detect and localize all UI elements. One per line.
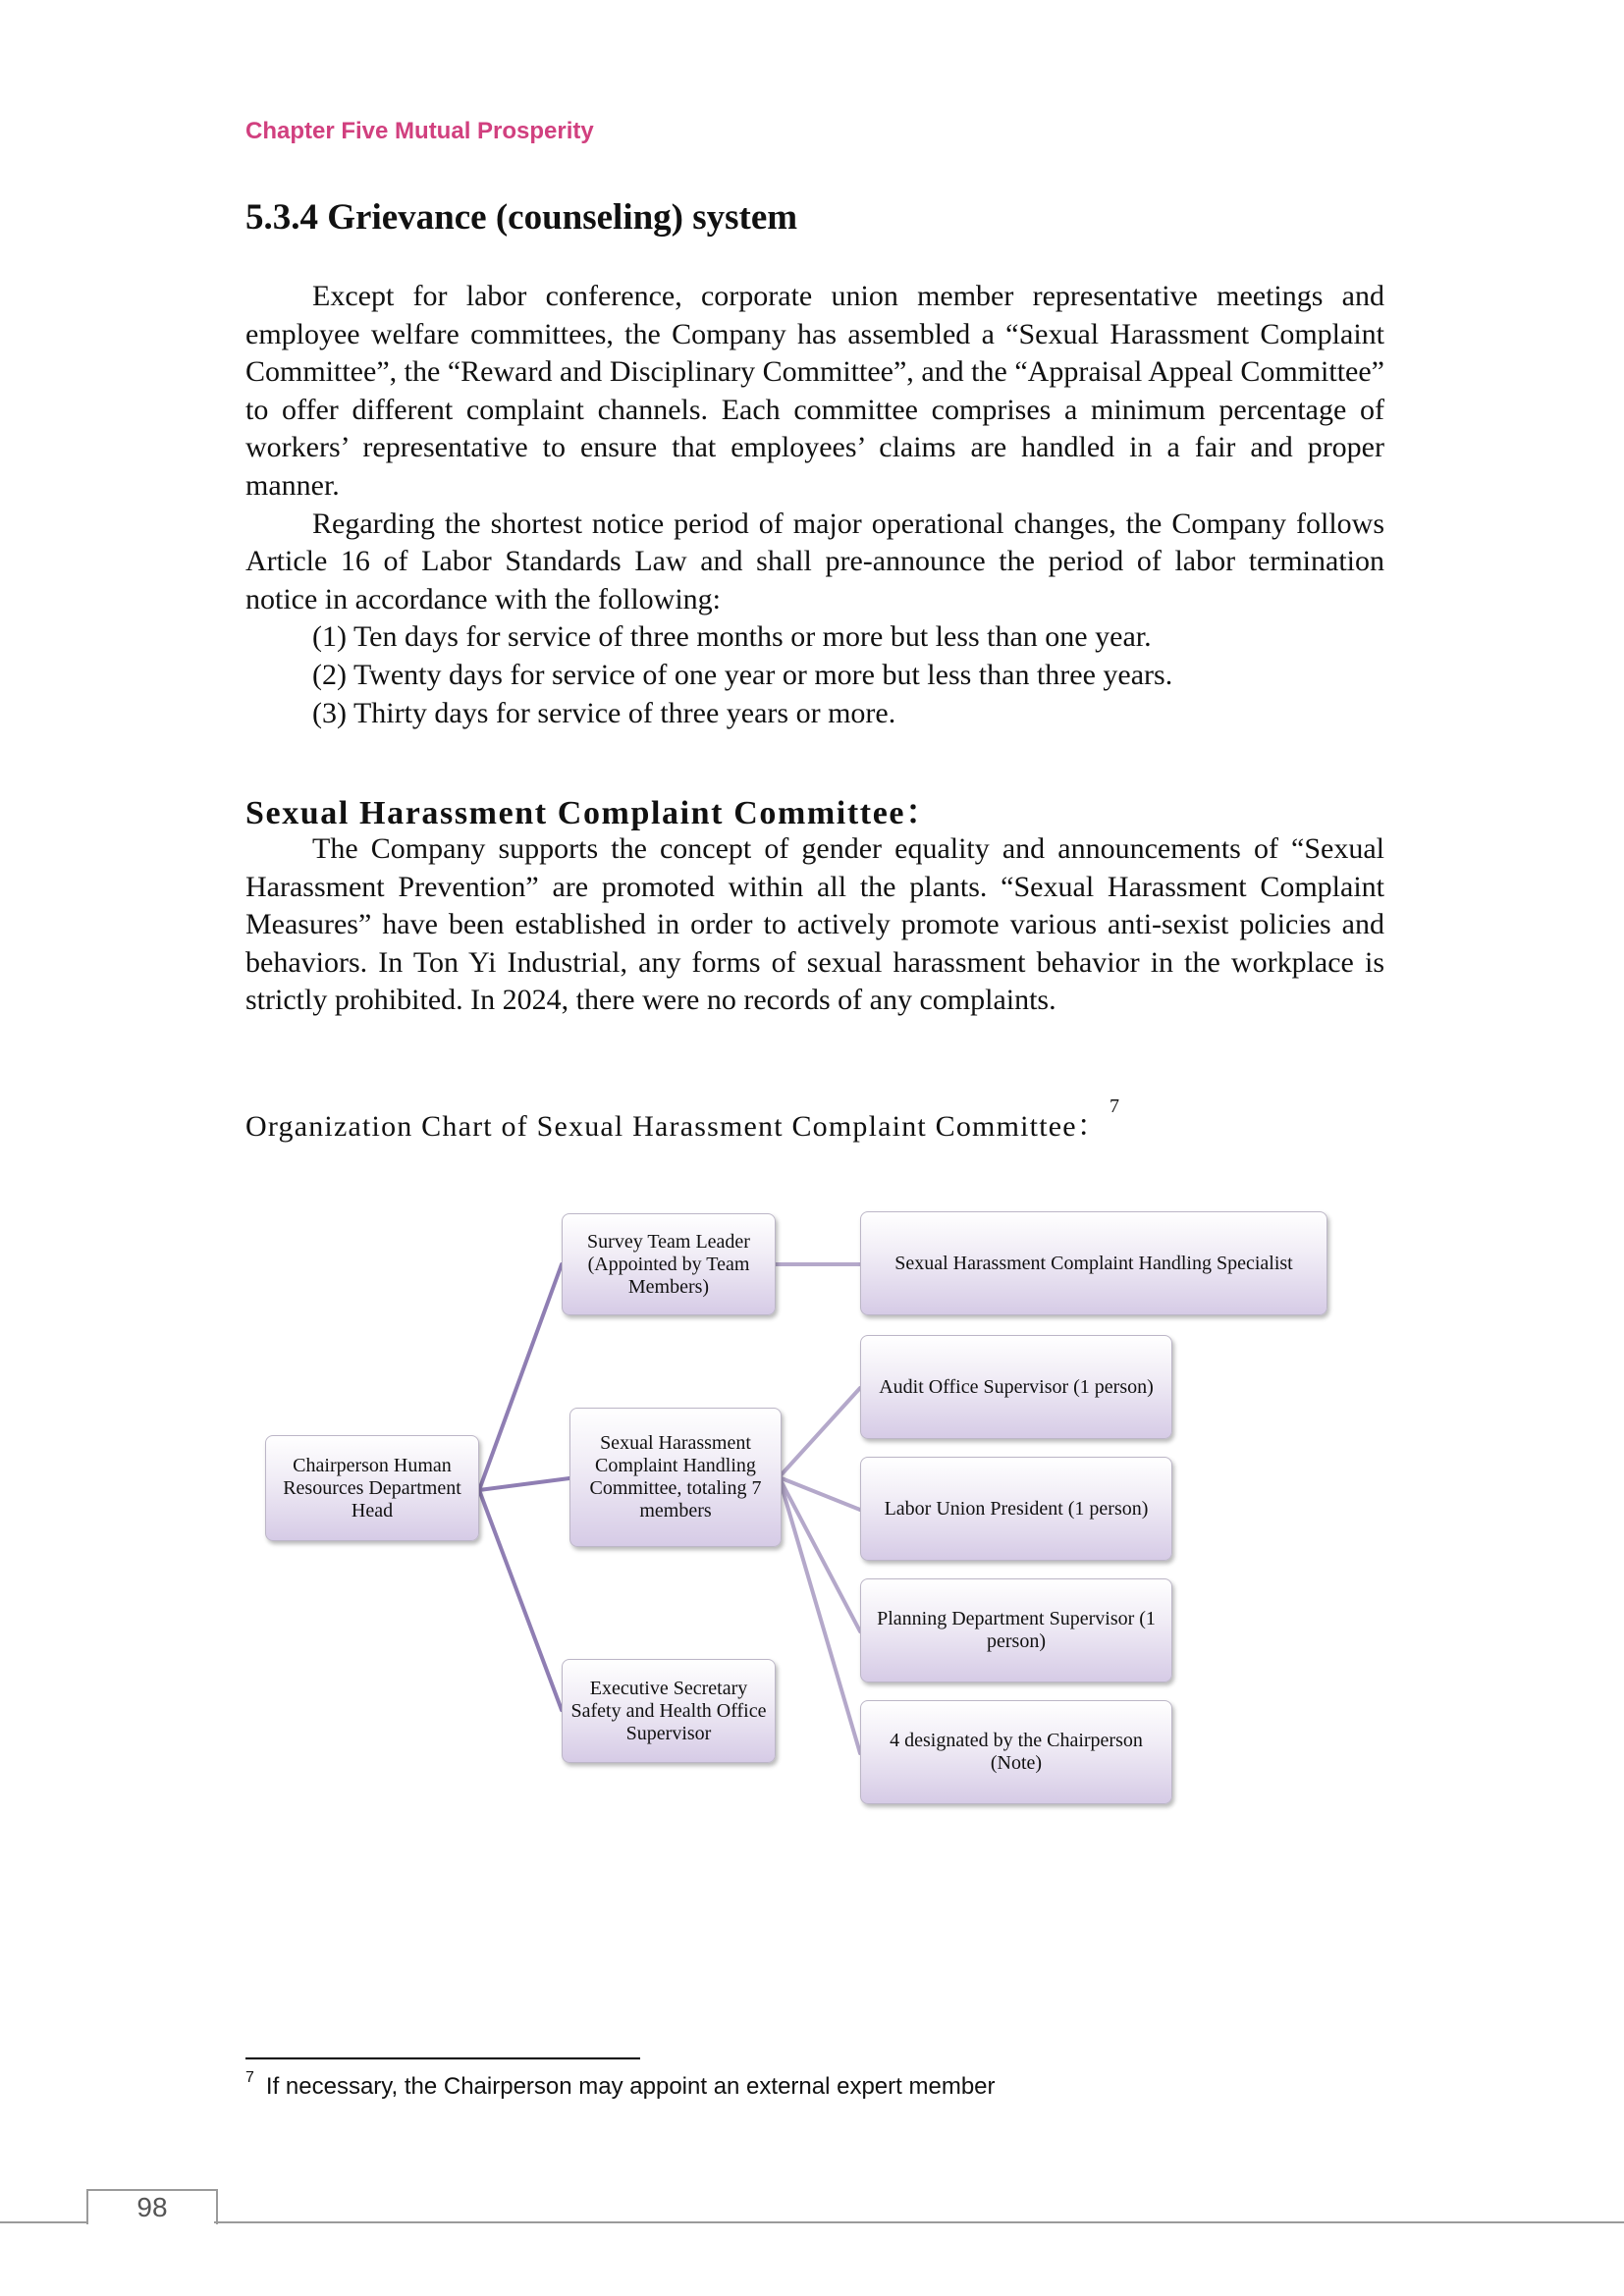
org-chart-caption-text: Organization Chart of Sexual Harassment Complaint Committee：	[245, 1110, 1108, 1143]
intro-paragraph-2: Regarding the shortest notice period of major operational changes, the Company follows Article 16 of Labor Standards Law and shall pre-announce the period of labor termination notice in accordance with the following:	[245, 507, 1384, 615]
committee-paragraph: The Company supports the concept of gender equality and announcements of “Sexual Harassment Prevention” are promoted within all the plants. “Sexual Harassment Complaint Measures” have been established in order to actively promote various anti-sexist policies and behaviors. In Ton Yi Industrial, any forms of sexual harassment behavior in the workplace is strictly prohibited. In 2024, there were no records of any complaints.	[245, 832, 1384, 1017]
section-title: 5.3.4 Grievance (counseling) system	[245, 197, 798, 238]
committee-section	[245, 830, 1384, 1020]
footnote-text: If necessary, the Chairperson may appoint an external expert member	[265, 2073, 996, 2100]
member-box-designated-by-chairperson: 4 designated by the Chairperson (Note)	[860, 1700, 1172, 1804]
page-footer-rule-right	[214, 2221, 1624, 2223]
survey-team-leader-box: Survey Team Leader (Appointed by Team Members)	[562, 1213, 776, 1315]
intro-paragraph-1: Except for labor conference, corporate union member representative meetings and employee welfare committees, the Company has assembled a “Sexual Harassment Complaint Committee”, the “Reward and Disciplinary Committee”, and the “Appraisal Appeal Committee” to offer different complaint channels. Each committee comprises a minimum percentage of workers’ representative to ensure that employees’ claims are handled in a fair and proper manner.	[245, 280, 1384, 502]
footnote-divider	[245, 2057, 640, 2059]
connector-root-to-survey-leader	[479, 1264, 562, 1490]
specialist-box: Sexual Harassment Complaint Handling Specialist	[860, 1211, 1327, 1315]
member-box-planning-department: Planning Department Supervisor (1 person)	[860, 1578, 1172, 1682]
page-footer-rule-left	[0, 2221, 88, 2223]
committee-heading: Sexual Harassment Complaint Committee：	[245, 795, 941, 831]
notice-item-3: (3) Thirty days for service of three years or more.	[312, 696, 896, 729]
connector-root-to-executive-secretary	[479, 1490, 562, 1710]
notice-item-1: (1) Ten days for service of three months or more but less than one year.	[312, 620, 1152, 654]
connector-committee-to-member-3	[782, 1482, 860, 1631]
connector-committee-to-member-2	[782, 1478, 860, 1510]
notice-item-2: (2) Twenty days for service of one year or more but less than three years.	[312, 658, 1173, 691]
chairperson-box: Chairperson Human Resources Department Head	[265, 1435, 479, 1541]
member-box-audit-office: Audit Office Supervisor (1 person)	[860, 1335, 1172, 1439]
executive-secretary-box: Executive Secretary Safety and Health Office Supervisor	[562, 1659, 776, 1763]
footnote-reference: 7	[1109, 1095, 1121, 1117]
handling-committee-box: Sexual Harassment Complaint Handling Committee, totaling 7 members	[569, 1408, 782, 1547]
page-number: 98	[86, 2189, 218, 2224]
connector-committee-to-member-1	[782, 1388, 860, 1474]
connector-root-to-handling-committee	[479, 1478, 569, 1490]
footnote-mark: 7	[245, 2069, 254, 2086]
footnote	[245, 2069, 996, 2101]
connector-committee-to-member-4	[782, 1486, 860, 1753]
intro-section	[245, 278, 1384, 732]
org-chart-caption	[245, 1095, 1121, 1145]
chapter-header: Chapter Five Mutual Prosperity	[245, 118, 594, 144]
member-box-labor-union: Labor Union President (1 person)	[860, 1457, 1172, 1561]
